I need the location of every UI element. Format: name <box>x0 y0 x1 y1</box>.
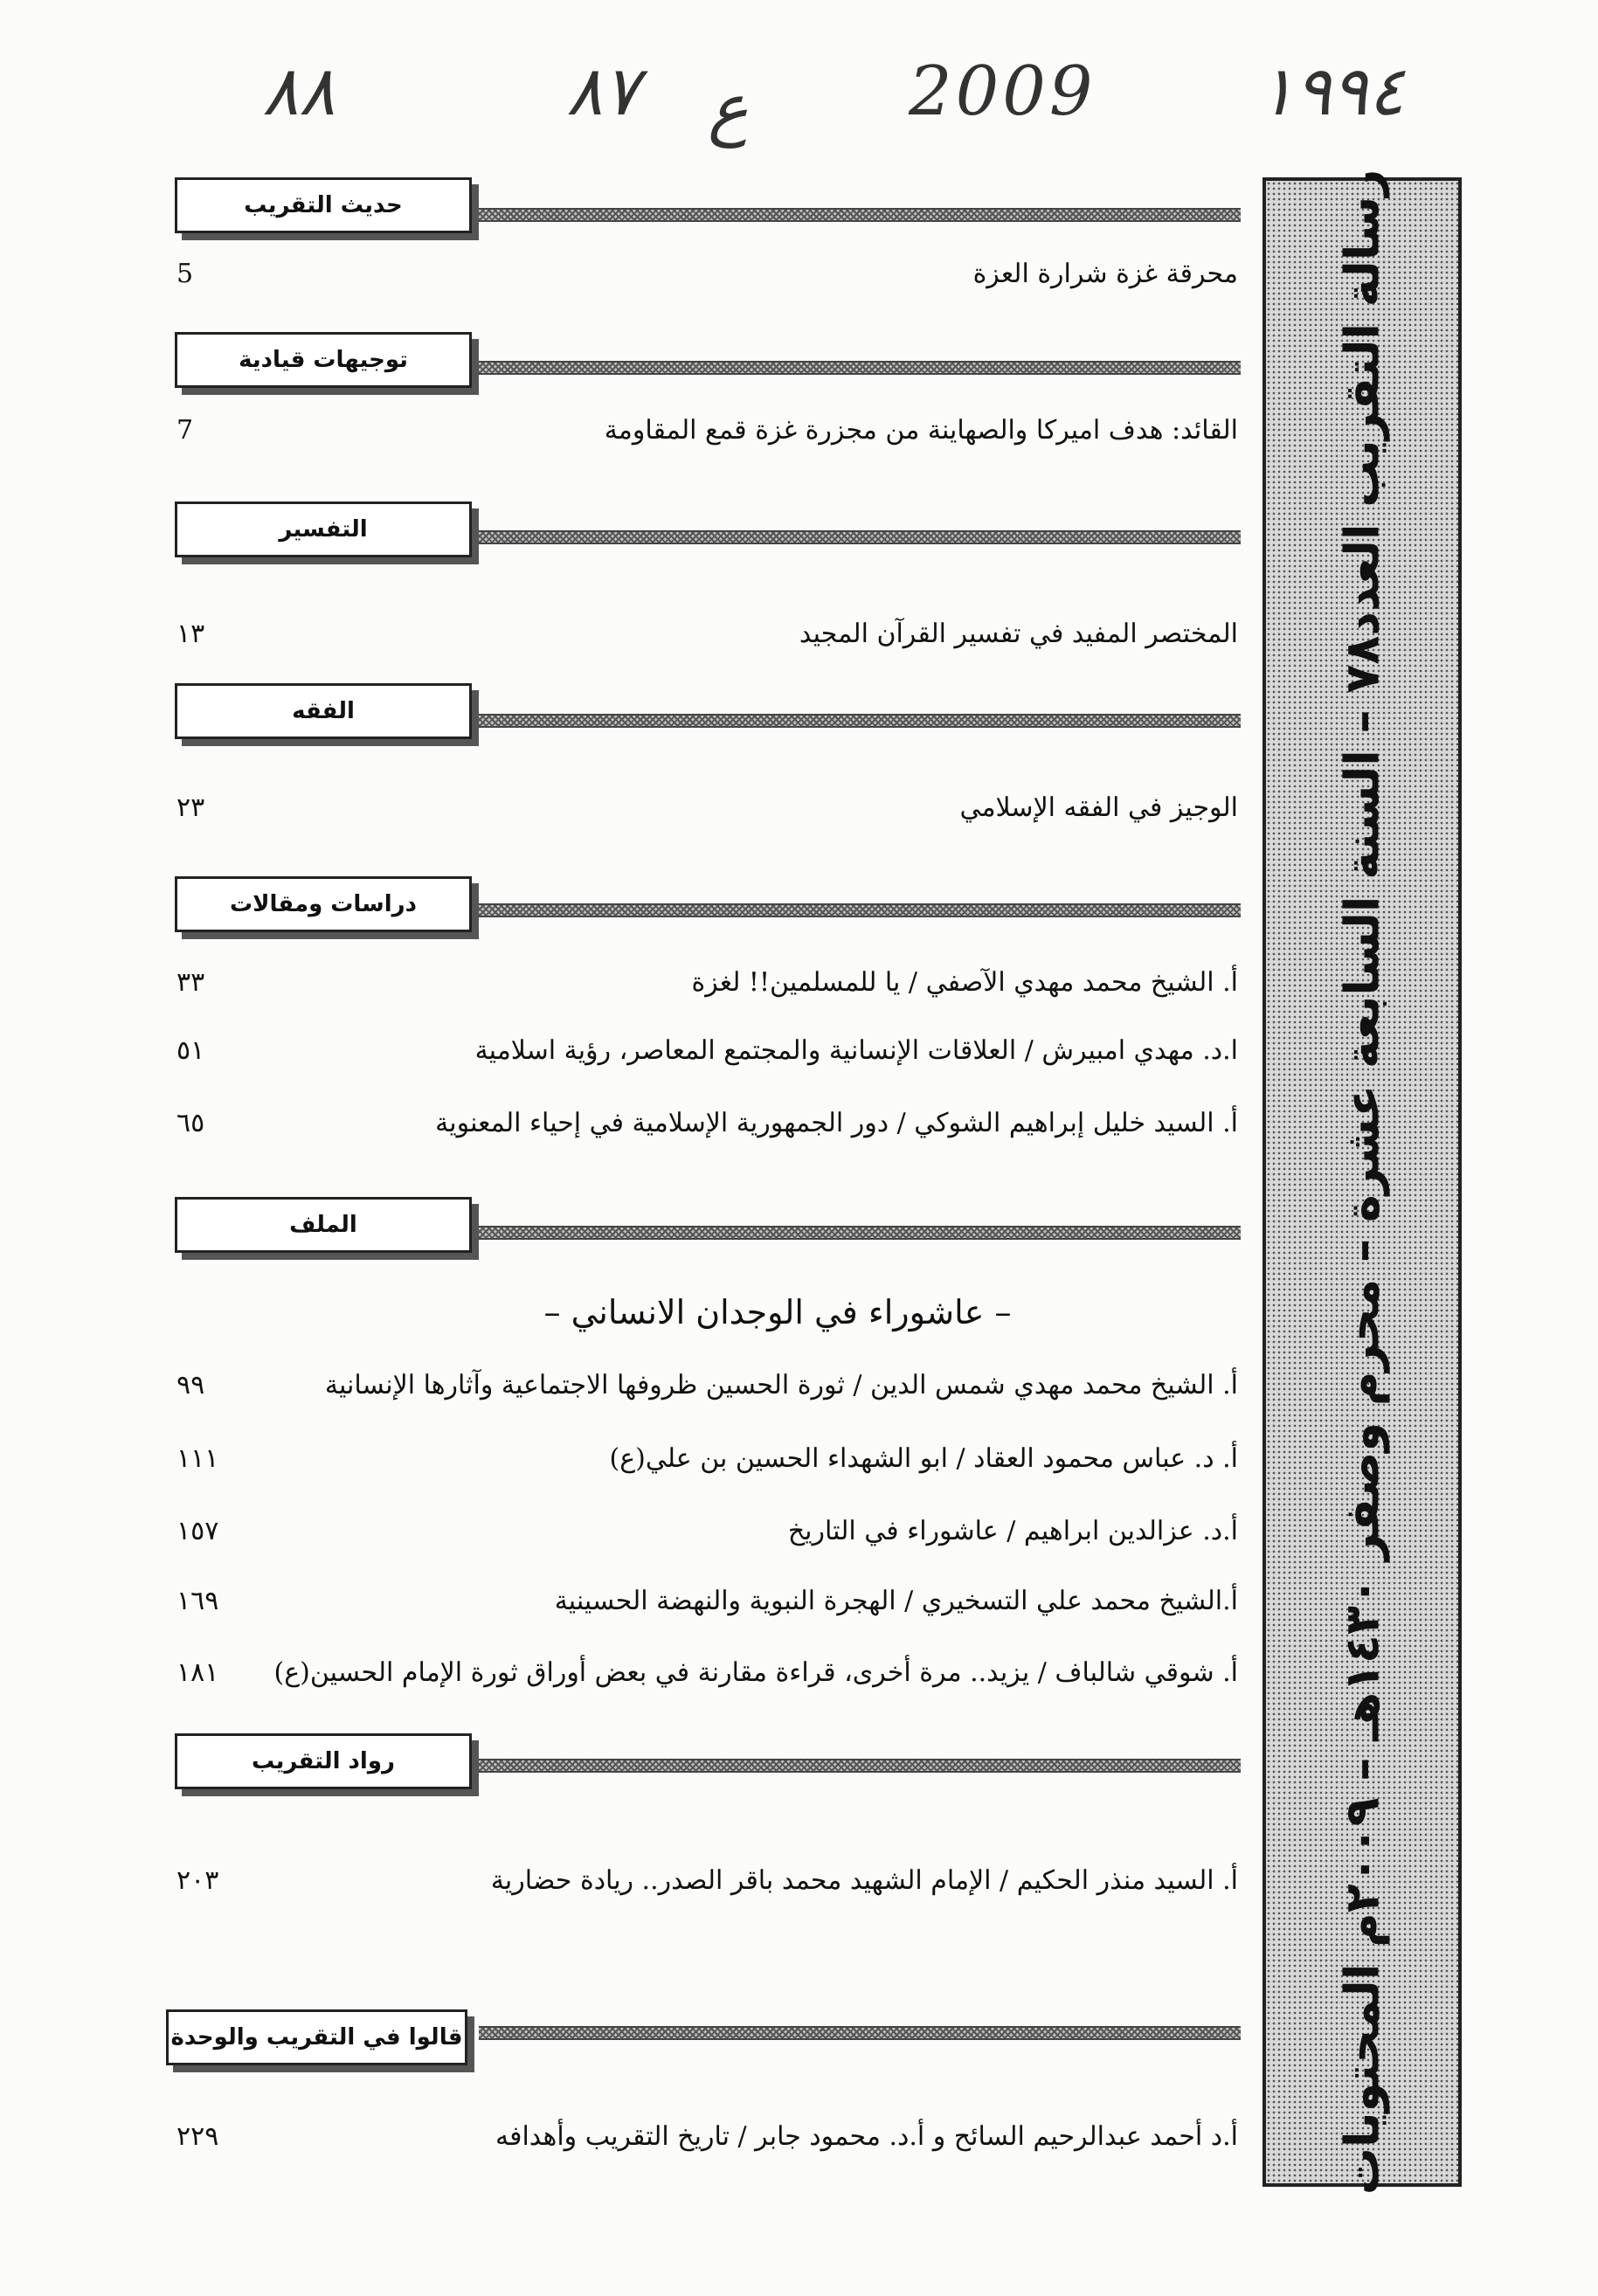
page-number: ١٦٩ <box>176 1586 219 1616</box>
section-header: التفسير <box>175 501 472 557</box>
toc-entry[interactable]: أ.د أحمد عبدالرحيم السائح و أ.د. محمود جابر / تاريخ التقريب وأهدافه <box>495 2121 1238 2152</box>
toc-entry[interactable]: أ. الشيخ محمد مهدي شمس الدين / ثورة الحسين ظروفها الاجتماعية وآثارها الإنسانية <box>324 1370 1238 1400</box>
section-divider <box>479 714 1241 728</box>
page-number: ٦٥ <box>176 1108 205 1138</box>
section-divider <box>479 208 1241 222</box>
section-header: توجيهات قيادية <box>175 332 472 388</box>
page-number: ٣٣ <box>176 967 205 998</box>
page-number: 7 <box>176 415 194 446</box>
section-header: حديث التقريب <box>175 177 472 233</box>
toc-entry[interactable]: المختصر المفيد في تفسير القرآن المجيد <box>799 619 1238 649</box>
handwritten-note: ع <box>708 70 749 149</box>
page-number: ١١١ <box>176 1443 219 1474</box>
toc-entry[interactable]: أ. د. عباس محمود العقاد / ابو الشهداء الحسين بن علي(ع) <box>609 1443 1238 1474</box>
toc-entry[interactable]: الوجيز في الفقه الإسلامي <box>959 792 1238 823</box>
toc-entry[interactable]: أ.الشيخ محمد علي التسخيري / الهجرة النبوية والنهضة الحسينية <box>554 1586 1238 1616</box>
toc-entry[interactable]: أ. الشيخ محمد مهدي الآصفي / يا للمسلمين!! لغزة <box>691 967 1238 998</box>
page-number: ٢٠٣ <box>176 1865 219 1896</box>
section-header: دراسات ومقالات <box>175 876 472 932</box>
section-divider <box>479 903 1241 917</box>
sidebar-title: رسالة التقريب العدد٧٨ – السنة السابعة عشرة – محرم وصفر ١٤٣٠هـ – ٢٠٠٩م المحتويات <box>1334 169 1390 2196</box>
section-header: قالوا في التقريب والوحدة <box>166 2009 467 2065</box>
page-number: ١٨١ <box>176 1657 219 1688</box>
section-header: رواد التقريب <box>175 1733 472 1789</box>
page-number: ٩٩ <box>176 1370 205 1400</box>
toc-entry[interactable]: أ. السيد خليل إبراهيم الشوكي / دور الجمهورية الإسلامية في إحياء المعنوية <box>435 1108 1238 1138</box>
toc-entry[interactable]: محرقة غزة شرارة العزة <box>972 259 1238 289</box>
page-number: ٢٣ <box>176 792 205 823</box>
toc-entry[interactable]: أ. شوقي شالباف / يزيد.. مرة أخرى، قراءة مقارنة في بعض أوراق ثورة الإمام الحسين(ع) <box>273 1657 1238 1688</box>
page-number: ١٣ <box>176 619 205 649</box>
page-number: ١٥٧ <box>176 1516 219 1546</box>
section-header: الملف <box>175 1197 472 1253</box>
handwritten-note: ١٩٩٤ <box>1258 52 1405 131</box>
handwritten-note: 2009 <box>909 52 1096 131</box>
section-divider <box>479 2026 1241 2040</box>
toc-entry[interactable]: أ.د. عزالدين ابراهيم / عاشوراء في التاريخ <box>787 1516 1238 1546</box>
section-divider <box>479 530 1241 544</box>
section-divider <box>479 361 1241 375</box>
page-number: 5 <box>176 259 194 289</box>
page-number: ٥١ <box>176 1035 205 1066</box>
section-divider <box>479 1226 1241 1240</box>
page-number: ٢٢٩ <box>176 2121 219 2152</box>
section-header: الفقه <box>175 683 472 739</box>
section-divider <box>479 1759 1241 1773</box>
toc-entry[interactable]: القائد: هدف اميركا والصهاينة من مجزرة غزة قمع المقاومة <box>604 415 1238 446</box>
section-subheading: – عاشوراء في الوجدان الانساني – <box>543 1293 1012 1331</box>
handwritten-note: ٨٨ <box>262 52 336 131</box>
toc-entry[interactable]: ا.د. مهدي امبيرش / العلاقات الإنسانية والمجتمع المعاصر، رؤية اسلامية <box>474 1035 1238 1066</box>
toc-entry[interactable]: أ. السيد منذر الحكيم / الإمام الشهيد محمد باقر الصدر.. ريادة حضارية <box>490 1865 1238 1896</box>
handwritten-note: ٨٧ <box>566 52 640 131</box>
contents-sidebar <box>1262 169 1462 2196</box>
